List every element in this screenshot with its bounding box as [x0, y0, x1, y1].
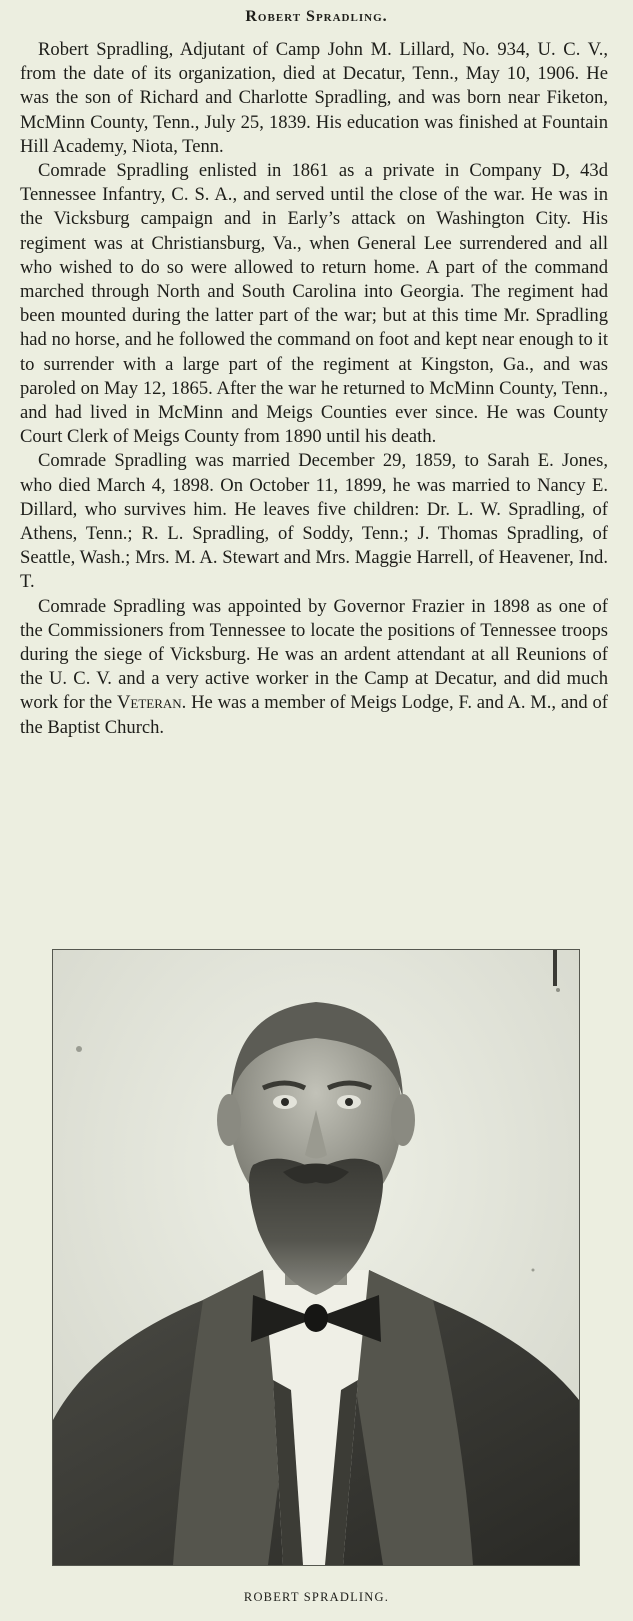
- paragraph-4-text-start: Comrade Spradling was appointed by Governor Frazier in 1898 as one of the Commissioners from Tennessee to locate the positions of Tennessee troops during the siege of Vicksburg. He was an ardent attendant at all Reunions of the U. C. V. and a very active worker in the Camp at Decatur, and did much work for the: [20, 595, 608, 714]
- article-heading: Robert Spradling.: [245, 8, 388, 25]
- portrait-illustration: [53, 950, 579, 1565]
- paragraph-1: [20, 38, 608, 159]
- veteran-small-caps: Veteran: [116, 692, 182, 714]
- paragraph-3: [20, 449, 608, 594]
- portrait-photo: [52, 949, 580, 1566]
- article-body: [20, 38, 608, 740]
- paragraph-4-text-end: . He was a member of Meigs Lodge, F. and A. M., and of the Baptist Church.: [20, 692, 608, 738]
- paragraph-4: [20, 595, 608, 740]
- paragraph-2: [20, 159, 608, 449]
- paragraph-2-text: Comrade Spradling enlisted in 1861 as a private in Company D, 43d Tennessee Infantry, C. S. A., and served until the close of the war. He was in the Vicksburg campaign and in Early’s attack on Washington City. His regiment was at Christiansburg, Va., when General Lee surrendered and all who wished to do so were allowed to return home. A part of the command marched through North and South Carolina into Georgia. The regiment had been mounted during the latter part of the war; but at this time Mr. Spradling had no horse, and he followed the command on foot and kept near enough to it to surrender with a large part of the regiment at Kingston, Ga., and was paroled on May 12, 1865. After the war he returned to McMinn County, Tenn., and had lived in McMinn and Meigs Counties ever since. He was County Court Clerk of Meigs County from 1890 until his death.: [20, 160, 608, 448]
- photo-caption: ROBERT SPRADLING.: [243, 1590, 390, 1604]
- paragraph-3-text: Comrade Spradling was married December 29, 1859, to Sarah E. Jones, who died March 4, 1898. On October 11, 1899, he was married to Nancy E. Dillard, who survives him. He leaves five children: Dr. L. W. Spradling, of Athens, Tenn.; R. L. Spradling, of Soddy, Tenn.; J. Thomas Spradling, of Seattle, Wash.; Mrs. M. A. Stewart and Mrs. Maggie Harrell, of Heavener, Ind. T.: [20, 450, 608, 593]
- paragraph-1-text: Robert Spradling, Adjutant of Camp John M. Lillard, No. 934, U. C. V., from the date of its organization, died at Decatur, Tenn., May 10, 1906. He was the son of Richard and Charlotte Spradling, and was born near Fiketon, McMinn County, Tenn., July 25, 1839. His education was finished at Fountain Hill Academy, Niota, Tenn.: [20, 39, 608, 157]
